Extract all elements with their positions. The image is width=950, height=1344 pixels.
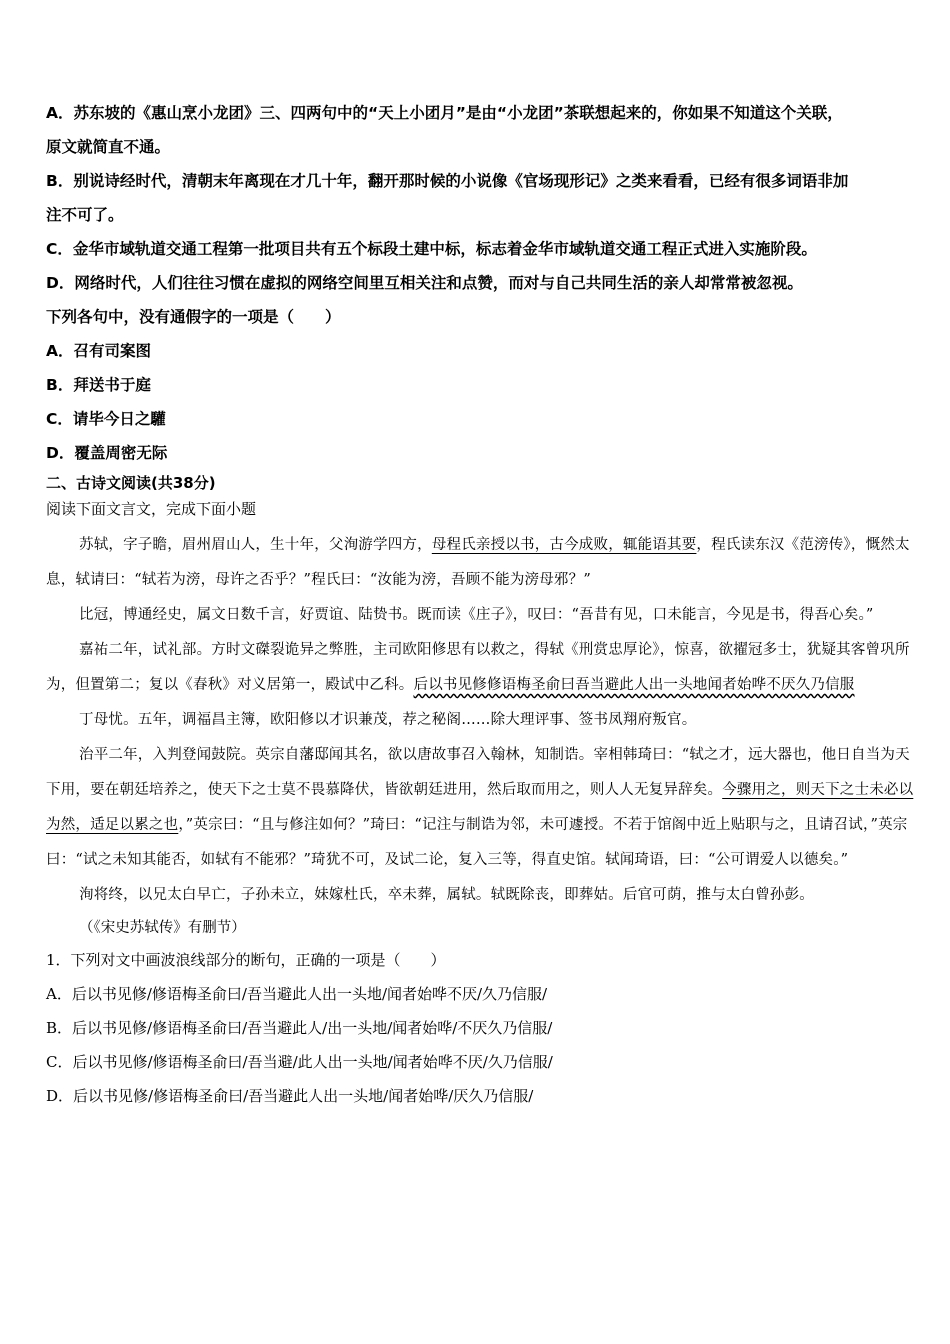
passage-paragraph: 苏轼，字子瞻，眉州眉山人，生十年，父洵游学四方，母程氏亲授以书，古今成败，辄能语其要，程氏读东汉《范滂传》，慨然太息，轼请曰：“轼若为滂，母许之否乎？”程氏曰：“汝能为滂，吾顾不能为滂母邪？” bbox=[46, 537, 910, 588]
passage-paragraph: 丁母忧。五年，调福昌主簿，欧阳修以才识兼茂，荐之秘阁……除大理评事、签书凤翔府叛官。 bbox=[79, 712, 697, 728]
question-tongjia bbox=[46, 300, 916, 470]
option-c bbox=[46, 1045, 916, 1079]
passage-source: （《宋史苏轼传》有删节） bbox=[79, 920, 246, 936]
option-a-continued: 原文就简直不通。 bbox=[46, 138, 171, 156]
option-b bbox=[46, 164, 916, 198]
passage-paragraph: 洵将终，以兄太白早亡，子孙未立，妹嫁杜氏，卒未葬，属轼。轼既除丧，即葬姑。后官可荫，推与太白曾孙彭。 bbox=[79, 887, 814, 903]
option-b-continued: 注不可了。 bbox=[46, 206, 124, 224]
question-stem: 下列各句中，没有通假字的一项是（ ） bbox=[46, 308, 341, 326]
question-stem: 1．下列对文中画波浪线部分的断句，正确的一项是（ ） bbox=[46, 951, 446, 969]
option-b bbox=[46, 1011, 916, 1045]
option-label: D． bbox=[46, 274, 75, 292]
option-text: 网络时代，人们往往习惯在虚拟的网络空间里互相关注和点赞，而对与自己共同生活的亲人却常常被忽视。 bbox=[74, 274, 803, 292]
section-title: 二、古诗文阅读(共38分) bbox=[46, 474, 216, 492]
option-label: C． bbox=[46, 410, 73, 428]
option-d bbox=[46, 266, 916, 300]
option-label: B． bbox=[46, 172, 74, 190]
option-text: 拜送书于庭 bbox=[73, 376, 151, 394]
option-text: 召有司案图 bbox=[73, 342, 152, 360]
classical-passage bbox=[46, 528, 916, 913]
option-a bbox=[46, 334, 916, 368]
option-label: C． bbox=[46, 240, 73, 258]
passage-paragraph: 比冠，博通经史，属文日数千言，好贾谊、陆贽书。既而读《庄子》，叹曰：“吾昔有见，口未能言，今见是书，得吾心矣。” bbox=[79, 607, 874, 623]
document-page bbox=[46, 96, 916, 1113]
option-label: B． bbox=[46, 1019, 73, 1037]
option-text: 后以书见修/修语梅圣俞曰/吾当避此人出一头地/闻者始哗/厌久乃信服/ bbox=[73, 1087, 534, 1105]
option-c bbox=[46, 232, 916, 266]
option-text: 金华市域轨道交通工程第一批项目共有五个标段土建中标，标志着金华市域轨道交通工程正式进入实施阶段。 bbox=[72, 240, 817, 258]
passage-paragraph: 嘉祐二年，试礼部。方时文磔裂诡异之弊胜，主司欧阳修思有以救之，得轼《刑赏忠厚论》，惊喜，欲擢冠多士，犹疑其客曾巩所为，但置第二；复以《春秋》对义居第一，殿试中乙科。后以书见修修语梅圣俞曰吾当避此人出一头地闻者始哗不厌久乃信服 bbox=[46, 642, 910, 693]
option-label: D． bbox=[46, 1087, 74, 1105]
question-1 bbox=[46, 943, 916, 1113]
option-a bbox=[46, 977, 916, 1011]
section-instruction: 阅读下面文言文，完成下面小题 bbox=[46, 500, 257, 518]
option-label: A． bbox=[46, 342, 74, 360]
option-text: 别说诗经时代，清朝末年离现在才几十年，翻开那时候的小说像《官场现形记》之类来看看，已经有很多词语非加 bbox=[73, 172, 849, 190]
option-b bbox=[46, 368, 916, 402]
option-label: A． bbox=[46, 985, 72, 1003]
option-text: 后以书见修/修语梅圣俞曰/吾当避此人出一头地/闻者始哗不厌/久乃信服/ bbox=[71, 985, 548, 1003]
option-d bbox=[46, 436, 916, 470]
option-label: A． bbox=[46, 104, 74, 122]
top-options bbox=[46, 96, 916, 300]
option-text: 请毕今日之驩 bbox=[72, 410, 166, 428]
option-text: 覆盖周密无际 bbox=[74, 444, 168, 462]
passage-paragraph: 治平二年，入判登闻鼓院。英宗自藩邸闻其名，欲以唐故事召入翰林，知制诰。宰相韩琦曰：“轼之才，远大器也，他日自当为天下用，要在朝廷培养之，使天下之士莫不畏慕降伏，皆欲朝廷进用，然后取而用之，则人人无复异辞矣。今骤用之，则天下之士未必以为然，适足以累之也，”英宗曰：“且与修注如何？”琦曰：“记注与制诰为邻，未可遽授。不若于馆阁中近上贴职与之，且请召试，”英宗曰：“试之未知其能否，如轼有不能邪？”琦犹不可，及试二论，复入三等，得直史馆。轼闻琦语，曰：“公可谓爱人以德矣。” bbox=[46, 747, 914, 868]
option-text: 后以书见修/修语梅圣俞曰/吾当避/此人出一头地/闻者始哗不厌/久乃信服/ bbox=[72, 1053, 553, 1071]
option-label: D． bbox=[46, 444, 75, 462]
option-c bbox=[46, 402, 916, 436]
underlined-sentence: 今骤用之，则天下之士未必以为然，适足以累之也 bbox=[46, 782, 914, 833]
option-d bbox=[46, 1079, 916, 1113]
underlined-sentence: 母程氏亲授以书，古今成败，辄能语其要 bbox=[431, 537, 697, 553]
option-label: B． bbox=[46, 376, 74, 394]
wavy-underlined-sentence: 后以书见修修语梅圣俞曰吾当避此人出一头地闻者始哗不厌久乃信服 bbox=[413, 677, 855, 693]
option-label: C． bbox=[46, 1053, 73, 1071]
option-a bbox=[46, 96, 916, 130]
option-text: 苏东坡的《惠山烹小龙团》三、四两句中的“天上小团月”是由“小龙团”茶联想起来的，你如果不知道这个关联， bbox=[73, 104, 843, 122]
option-text: 后以书见修/修语梅圣俞曰/吾当避此人/出一头地/闻者始哗/不厌久乃信服/ bbox=[72, 1019, 553, 1037]
